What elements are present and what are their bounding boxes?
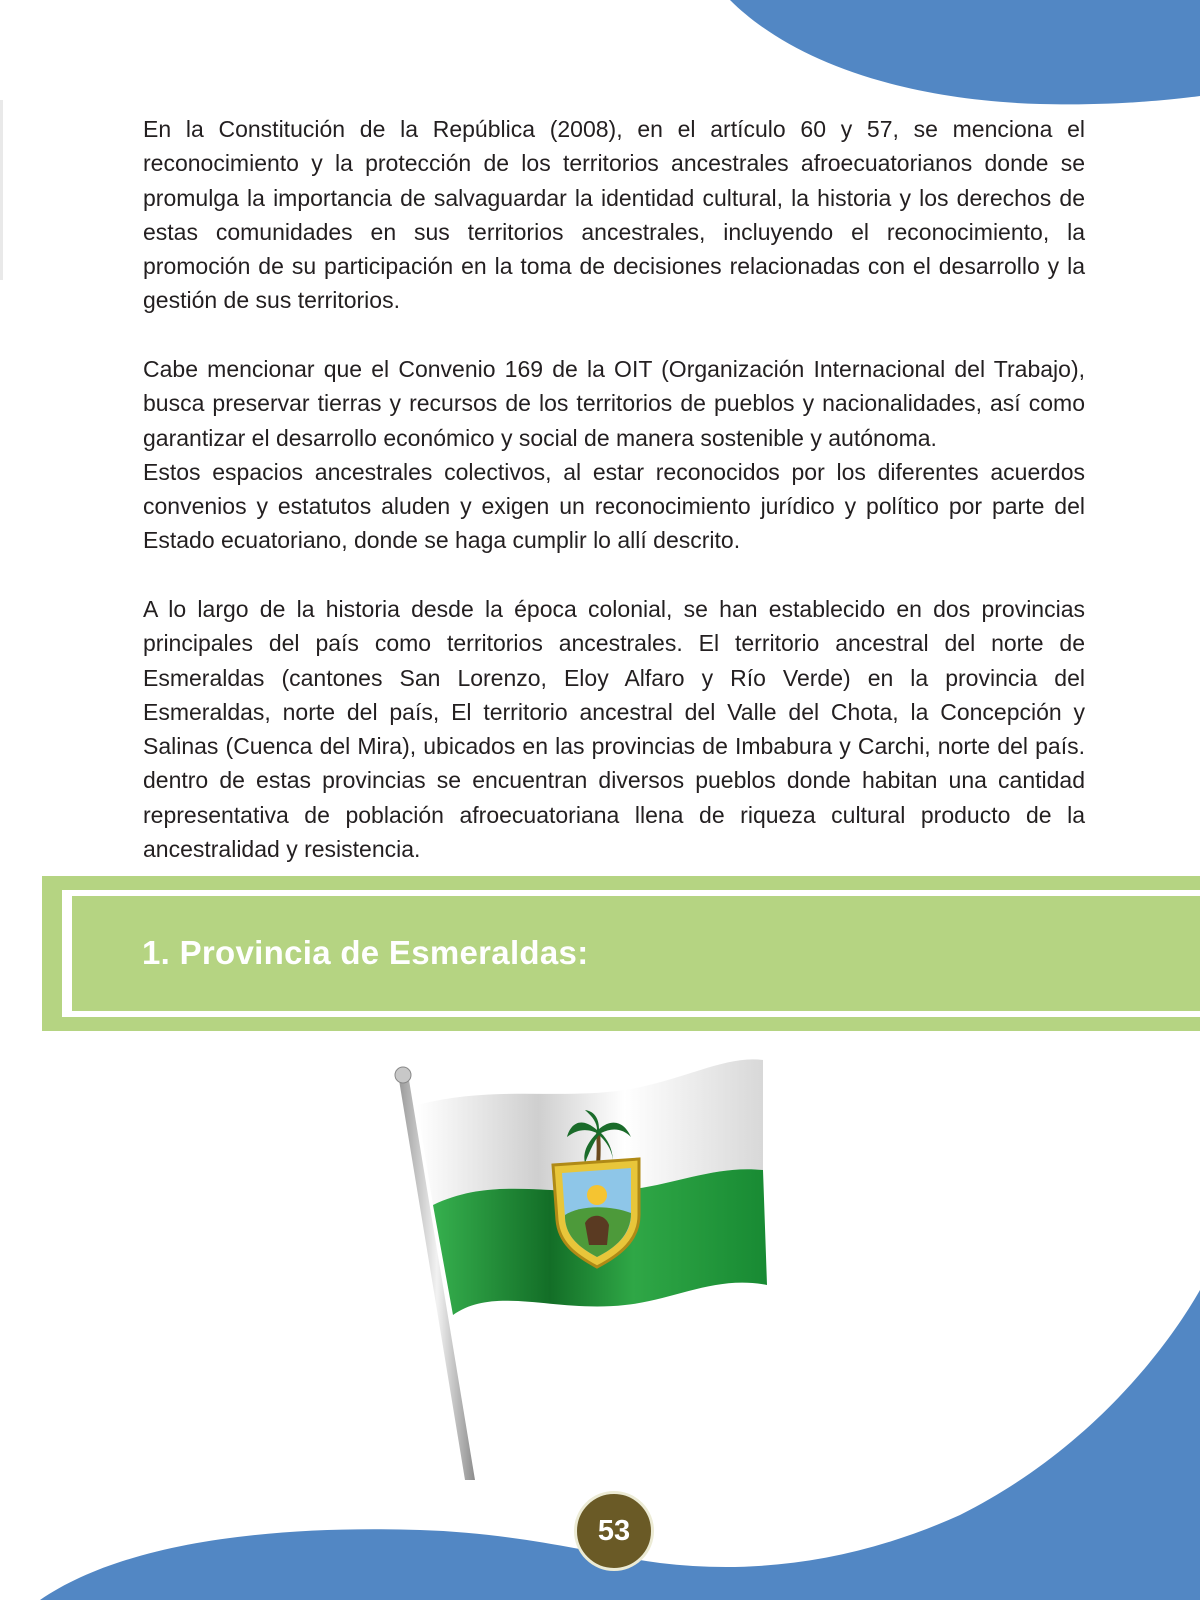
paragraph-historia xyxy=(143,592,1085,866)
paragraph-1-text: En la Constitución de la República (2008), en el artículo 60 y 57, se menciona el reconocimiento y la protección de los territorios ancestrales afroecuatorianos donde se promulga la importancia de salvaguardar la identidad cultural, la historia y los derechos de estas comunidades en sus territorios ancestrales, incluyendo el reconocimiento, la promoción de su participación en la toma de decisiones relacionadas con el desarrollo y la gestión de sus territorios. xyxy=(143,116,1085,314)
shield-sun xyxy=(587,1185,607,1205)
page-number-badge xyxy=(567,1486,661,1580)
pole-finial xyxy=(395,1067,411,1083)
paragraph-constitucion xyxy=(143,112,1085,318)
paragraph-4-text: A lo largo de la historia desde la época colonial, se han establecido en dos provincias principales del país como territorios ancestrales. El territorio ancestral del norte de Esmeraldas (cantones San Lorenzo, Eloy Alfaro y Río Verde) en la provincia del Esmeraldas, norte del país, El territorio ancestral del Valle del Chota, la Concepción y Salinas (Cuenca del Mira), ubicados en las provincias de Imbabura y Carchi, norte del país. dentro de estas provincias se encuentran diversos pueblos donde habitan una cantidad representativa de población afroecuatoriana llena de riqueza cultural producto de la ancestralidad y resistencia. xyxy=(143,596,1085,863)
page-number: 53 xyxy=(574,1491,654,1571)
shield-figure xyxy=(585,1216,609,1245)
top-right-blue-wave xyxy=(730,0,1200,104)
paragraph-3-text: Estos espacios ancestrales colectivos, al estar reconocidos por los diferentes acuerdos convenios y estatutos aluden y exigen un reconocimiento jurídico y político por parte del Estado ecuatoriano, donde se haga cumplir lo allí descrito. xyxy=(143,458,1085,554)
esmeraldas-flag-icon xyxy=(385,1055,785,1485)
paragraph-convenio xyxy=(143,352,1085,558)
left-edge-rule xyxy=(0,100,3,280)
section-title: 1. Provincia de Esmeraldas: xyxy=(142,934,589,971)
paragraph-2-text: Cabe mencionar que el Convenio 169 de la OIT (Organización Internacional del Trabajo), busca preservar tierras y recursos de los territorios de pueblos y nacionalidades, así como garantizar el desarrollo económico y social de manera sostenible y autónoma. xyxy=(143,356,1085,451)
